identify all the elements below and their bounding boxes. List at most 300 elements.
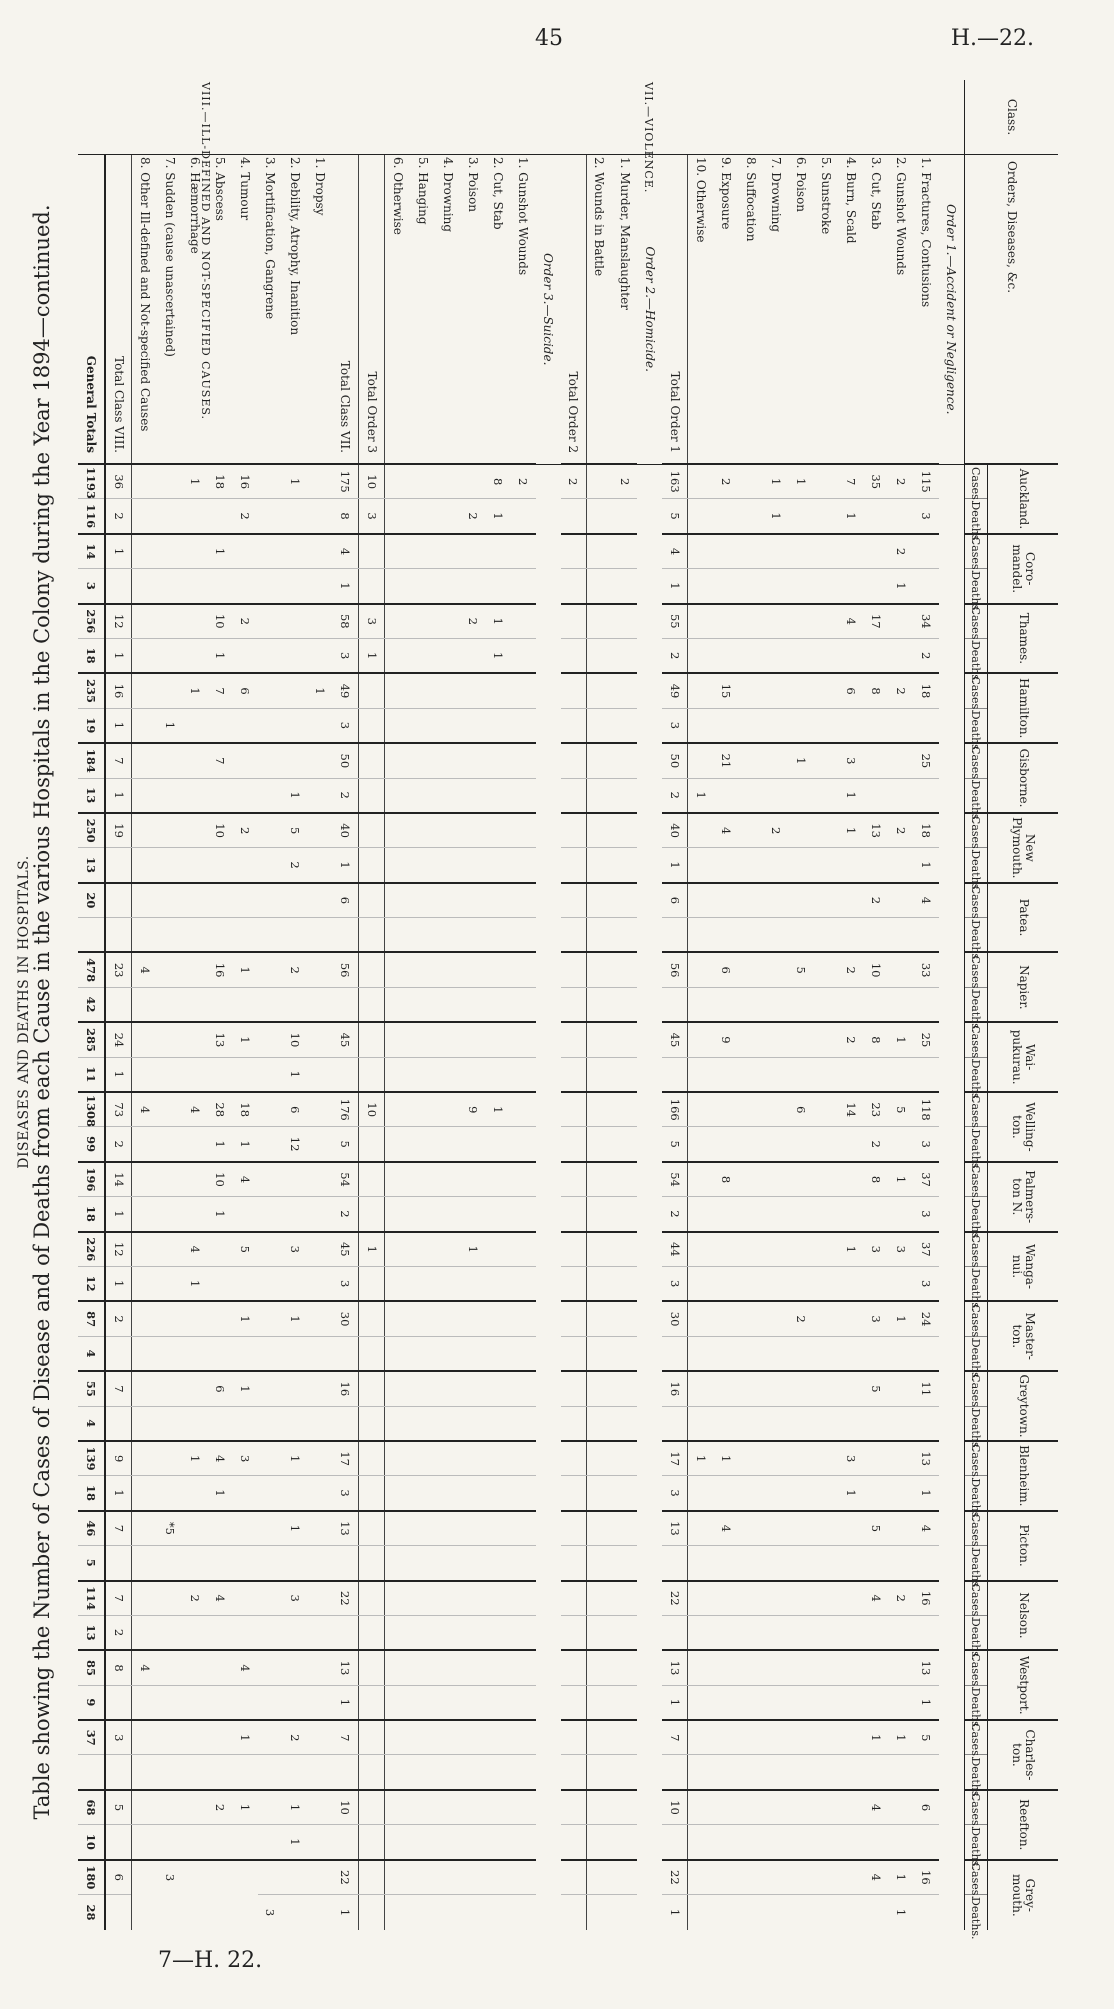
deaths-subheader: Deaths. (965, 1476, 988, 1511)
deaths-cell: 3 (358, 499, 384, 534)
cases-subheader: Cases. (965, 1860, 988, 1895)
deaths-cell (814, 1476, 839, 1511)
cases-cell (308, 952, 333, 987)
deaths-cell (308, 1825, 333, 1860)
cases-cell: 6 (839, 673, 864, 708)
cases-cell: 1 (889, 1022, 914, 1057)
cases-cell (410, 1511, 435, 1546)
deaths-cell (157, 499, 182, 534)
deaths-cell (358, 1755, 384, 1790)
cases-cell (612, 534, 637, 569)
cases-cell: 6 (208, 1371, 233, 1406)
deaths-cell: 13 (78, 778, 105, 813)
deaths-cell (789, 569, 814, 604)
cases-cell: 16 (208, 952, 233, 987)
cases-cell: 6 (789, 1092, 814, 1127)
deaths-cell (511, 1406, 536, 1441)
deaths-cell (561, 638, 587, 673)
table-row (914, 80, 939, 1930)
deaths-cell (586, 1755, 612, 1790)
deaths-cell (435, 499, 460, 534)
cases-cell (283, 1162, 308, 1197)
deaths-cell (208, 1266, 233, 1301)
cases-cell (612, 1650, 637, 1685)
cases-cell: 18 (233, 1092, 258, 1127)
deaths-cell (283, 987, 308, 1022)
total-row (78, 80, 105, 1930)
deaths-cell: 1 (914, 1476, 939, 1511)
cases-cell (308, 1650, 333, 1685)
deaths-cell (308, 638, 333, 673)
cases-cell (612, 1581, 637, 1616)
deaths-cell (662, 1546, 688, 1581)
deaths-subheader: Deaths. (965, 1685, 988, 1720)
cases-cell: 2 (283, 952, 308, 987)
deaths-cell (839, 848, 864, 883)
deaths-cell (789, 1546, 814, 1581)
deaths-cell (258, 1057, 283, 1092)
cases-cell: 10 (358, 1092, 384, 1127)
deaths-cell (333, 1057, 359, 1092)
deaths-cell (739, 499, 764, 534)
deaths-cell (889, 1057, 914, 1092)
deaths-cell (864, 1336, 889, 1371)
cases-cell: 45 (333, 1022, 359, 1057)
cases-cell (435, 1650, 460, 1685)
cases-cell (358, 1301, 384, 1336)
cases-cell: 4 (183, 1092, 208, 1127)
cases-cell: 10 (358, 464, 384, 499)
cases-cell: 176 (333, 1092, 359, 1127)
deaths-cell (486, 1685, 511, 1720)
deaths-cell (308, 778, 333, 813)
deaths-cell (561, 708, 587, 743)
cases-cell (561, 952, 587, 987)
deaths-cell (914, 708, 939, 743)
cases-cell: 8 (486, 464, 511, 499)
deaths-cell (435, 918, 460, 953)
cases-cell (688, 1092, 714, 1127)
cases-cell (688, 1022, 714, 1057)
deaths-cell (914, 1336, 939, 1371)
cases-cell: 9 (105, 1441, 132, 1476)
deaths-cell (839, 1266, 864, 1301)
cases-cell: 17 (333, 1441, 359, 1476)
deaths-cell (157, 1266, 182, 1301)
cases-cell: 1 (486, 604, 511, 639)
deaths-cell: 9 (78, 1685, 105, 1720)
deaths-cell (764, 1546, 789, 1581)
cases-cell (586, 1371, 612, 1406)
cases-cell (183, 1022, 208, 1057)
deaths-cell (586, 1685, 612, 1720)
cases-cell: 18 (914, 813, 939, 848)
cases-cell (586, 743, 612, 778)
cases-cell (157, 464, 182, 499)
deaths-cell (561, 569, 587, 604)
cases-cell: 1 (283, 1790, 308, 1825)
deaths-cell (258, 1266, 283, 1301)
cases-cell: 13 (662, 1650, 688, 1685)
deaths-cell (461, 1755, 486, 1790)
row-label: 5. Abscess (208, 155, 233, 465)
cases-cell (385, 1441, 411, 1476)
cases-cell (839, 1720, 864, 1755)
cases-cell (385, 1720, 411, 1755)
deaths-cell (586, 1336, 612, 1371)
deaths-subheader: Deaths. (965, 987, 988, 1022)
cases-cell (358, 1650, 384, 1685)
cases-cell: 2 (889, 1581, 914, 1616)
cases-cell (739, 952, 764, 987)
spacer-cell (536, 464, 561, 1930)
cases-cell: 6 (283, 1092, 308, 1127)
deaths-cell (258, 918, 283, 953)
deaths-cell (789, 1127, 814, 1162)
deaths-cell (814, 499, 839, 534)
deaths-cell: 8 (333, 499, 359, 534)
cases-cell (461, 813, 486, 848)
deaths-cell (586, 1057, 612, 1092)
cases-cell (308, 1581, 333, 1616)
cases-cell (789, 883, 814, 918)
cases-cell (308, 604, 333, 639)
cases-cell: 24 (105, 1022, 132, 1057)
deaths-cell (889, 1197, 914, 1232)
cases-cell: 8 (714, 1162, 739, 1197)
cases-cell (258, 813, 283, 848)
deaths-cell (714, 778, 739, 813)
deaths-cell (511, 1127, 536, 1162)
deaths-cell (789, 778, 814, 813)
cases-cell (410, 813, 435, 848)
deaths-cell (662, 1825, 688, 1860)
deaths-cell (258, 1336, 283, 1371)
cases-cell (461, 1022, 486, 1057)
row-label: 2. Gunshot Wounds (889, 155, 914, 465)
deaths-cell (688, 1057, 714, 1092)
cases-cell (183, 1371, 208, 1406)
deaths-cell (132, 1127, 158, 1162)
deaths-cell (688, 1336, 714, 1371)
cases-cell: 56 (662, 952, 688, 987)
deaths-cell (714, 987, 739, 1022)
cases-cell (764, 1790, 789, 1825)
deaths-cell: 28 (78, 1895, 105, 1930)
row-label: 1. Gunshot Wounds (511, 155, 536, 465)
deaths-cell (864, 1197, 889, 1232)
deaths-cell (461, 708, 486, 743)
deaths-cell (662, 1755, 688, 1790)
cases-cell (132, 1441, 158, 1476)
deaths-cell (739, 848, 764, 883)
deaths-cell (385, 1825, 411, 1860)
deaths-cell (486, 778, 511, 813)
deaths-cell (688, 1266, 714, 1301)
deaths-cell (561, 1685, 587, 1720)
cases-cell: 49 (662, 673, 688, 708)
deaths-cell: 4 (78, 1336, 105, 1371)
cases-cell: 36 (105, 464, 132, 499)
cases-cell: 23 (864, 1092, 889, 1127)
cases-cell (461, 1441, 486, 1476)
deaths-cell: 1 (662, 1685, 688, 1720)
deaths-cell (764, 1895, 789, 1930)
cases-cell: 7 (105, 743, 132, 778)
cases-cell: 10 (208, 813, 233, 848)
deaths-cell: 3 (333, 1476, 359, 1511)
deaths-cell (233, 1755, 258, 1790)
deaths-cell (586, 778, 612, 813)
deaths-cell (183, 499, 208, 534)
cases-cell (839, 1650, 864, 1685)
cases-cell (358, 1581, 384, 1616)
cases-cell (233, 1581, 258, 1616)
deaths-cell (839, 1406, 864, 1441)
deaths-cell (764, 1127, 789, 1162)
deaths-cell (157, 1057, 182, 1092)
cases-cell (157, 1720, 182, 1755)
deaths-cell (308, 1755, 333, 1790)
deaths-cell (157, 569, 182, 604)
cases-cell: 40 (333, 813, 359, 848)
cases-cell (688, 604, 714, 639)
deaths-cell (486, 987, 511, 1022)
cases-cell: 87 (78, 1301, 105, 1336)
cases-cell (511, 1441, 536, 1476)
cases-cell (132, 1581, 158, 1616)
cases-cell (486, 1790, 511, 1825)
deaths-cell (410, 987, 435, 1022)
cases-cell (258, 604, 283, 639)
cases-cell: 14 (105, 1162, 132, 1197)
deaths-cell (739, 1336, 764, 1371)
deaths-cell (283, 569, 308, 604)
cases-cell: 3 (233, 1441, 258, 1476)
cases-cell (839, 883, 864, 918)
cases-cell: 1 (889, 1720, 914, 1755)
cases-cell (308, 1232, 333, 1267)
cases-cell (132, 743, 158, 778)
cases-cell (561, 534, 587, 569)
cases-cell (586, 1860, 612, 1895)
deaths-cell (308, 848, 333, 883)
deaths-cell (889, 708, 914, 743)
deaths-cell (914, 1057, 939, 1092)
cases-cell (358, 534, 384, 569)
cases-cell: 175 (333, 464, 359, 499)
cases-cell (410, 1162, 435, 1197)
row-label: Total Order 3 (358, 155, 384, 465)
row-label: 3. Mortification, Gangrene (258, 155, 283, 465)
cases-cell: 22 (333, 1581, 359, 1616)
deaths-cell (586, 848, 612, 883)
deaths-subheader: Deaths. (965, 1266, 988, 1301)
deaths-cell (308, 1127, 333, 1162)
table-row (586, 80, 612, 1930)
cases-cell (283, 883, 308, 918)
deaths-cell (688, 1476, 714, 1511)
cases-cell: 2 (714, 464, 739, 499)
cases-cell (461, 673, 486, 708)
deaths-cell (739, 918, 764, 953)
cases-cell: 1 (308, 673, 333, 708)
cases-cell (410, 534, 435, 569)
cases-cell (183, 534, 208, 569)
cases-subheader: Cases. (965, 534, 988, 569)
cases-cell: 50 (662, 743, 688, 778)
cases-cell: 1 (233, 1022, 258, 1057)
deaths-cell (914, 918, 939, 953)
cases-cell (612, 1092, 637, 1127)
cases-cell (739, 1790, 764, 1825)
deaths-cell (739, 1685, 764, 1720)
deaths-cell (105, 848, 132, 883)
cases-cell (511, 604, 536, 639)
cases-cell (385, 604, 411, 639)
deaths-cell (714, 569, 739, 604)
deaths-cell: 1 (914, 1685, 939, 1720)
cases-subheader: Cases. (965, 883, 988, 918)
hospital-header: Palmers-ton N. (988, 1162, 1059, 1232)
cases-cell: 7 (105, 1581, 132, 1616)
deaths-cell (183, 569, 208, 604)
deaths-cell (208, 569, 233, 604)
orders-column-header: Orders, Diseases, &c. (965, 155, 1059, 465)
cases-cell (358, 1790, 384, 1825)
deaths-cell (839, 708, 864, 743)
cases-cell (714, 883, 739, 918)
cases-cell (511, 1860, 536, 1895)
deaths-cell (385, 638, 411, 673)
cases-cell (308, 1790, 333, 1825)
cases-cell (358, 743, 384, 778)
deaths-cell (839, 1895, 864, 1930)
cases-cell: 28 (208, 1092, 233, 1127)
cases-cell (789, 1650, 814, 1685)
deaths-cell (258, 778, 283, 813)
deaths-cell (233, 1825, 258, 1860)
hospital-header: Hamilton. (988, 673, 1059, 743)
deaths-cell: 1 (333, 1895, 359, 1930)
deaths-cell (105, 918, 132, 953)
deaths-cell (410, 1057, 435, 1092)
cases-cell (714, 534, 739, 569)
deaths-cell (764, 1755, 789, 1790)
deaths-cell: 5 (662, 1127, 688, 1162)
deaths-cell (714, 499, 739, 534)
cases-cell (561, 1720, 587, 1755)
cases-cell: 7 (105, 1511, 132, 1546)
cases-cell (586, 534, 612, 569)
deaths-cell (358, 1336, 384, 1371)
cases-cell (889, 743, 914, 778)
cases-cell (461, 1301, 486, 1336)
cases-cell (764, 673, 789, 708)
cases-subheader: Cases. (965, 1232, 988, 1267)
cases-cell (511, 813, 536, 848)
cases-cell (258, 1162, 283, 1197)
cases-cell (157, 1232, 182, 1267)
table-row (461, 80, 486, 1930)
deaths-cell (839, 569, 864, 604)
cases-cell: 478 (78, 952, 105, 987)
cases-cell (739, 1581, 764, 1616)
cases-cell: 7 (662, 1720, 688, 1755)
deaths-cell (461, 1127, 486, 1162)
cases-cell (233, 883, 258, 918)
cases-cell (283, 743, 308, 778)
cases-cell (385, 813, 411, 848)
cases-cell (764, 1860, 789, 1895)
deaths-cell (789, 918, 814, 953)
deaths-cell (385, 1615, 411, 1650)
cases-cell (258, 1092, 283, 1127)
deaths-cell (183, 1336, 208, 1371)
cases-cell (586, 1511, 612, 1546)
cases-cell (183, 952, 208, 987)
cases-cell (132, 1232, 158, 1267)
deaths-cell: 1 (333, 1685, 359, 1720)
deaths-cell (789, 1336, 814, 1371)
deaths-cell (258, 638, 283, 673)
cases-subheader: Cases. (965, 1650, 988, 1685)
deaths-cell (789, 1266, 814, 1301)
cases-cell: 1 (889, 1162, 914, 1197)
cases-cell (486, 1162, 511, 1197)
deaths-cell (208, 1546, 233, 1581)
cases-cell: 4 (132, 1650, 158, 1685)
cases-cell: 25 (914, 1022, 939, 1057)
cases-cell (839, 1790, 864, 1825)
deaths-cell (586, 1127, 612, 1162)
cases-subheader: Cases. (965, 813, 988, 848)
table-row (385, 80, 411, 1930)
deaths-cell (233, 1476, 258, 1511)
cases-cell: 8 (864, 1162, 889, 1197)
deaths-cell (612, 1476, 637, 1511)
cases-cell (183, 1720, 208, 1755)
cases-cell (561, 1790, 587, 1825)
deaths-subheader: Deaths. (965, 1127, 988, 1162)
cases-cell (132, 1790, 158, 1825)
deaths-cell (258, 1127, 283, 1162)
cases-cell (814, 813, 839, 848)
cases-subheader: Cases. (965, 1581, 988, 1616)
row-label: 8. Other Ill-defined and Not-specified Causes (132, 155, 158, 465)
cases-cell (308, 743, 333, 778)
cases-cell (612, 1511, 637, 1546)
cases-cell (410, 1581, 435, 1616)
cases-cell (688, 813, 714, 848)
deaths-cell (461, 638, 486, 673)
cases-cell (385, 1860, 411, 1895)
class-label-ill-defined: VIII.—ILL-DEFINED AND NOT-SPECIFIED CAUSES. (78, 80, 333, 155)
cases-cell (789, 1581, 814, 1616)
cases-cell: 2 (233, 813, 258, 848)
deaths-cell (789, 1057, 814, 1092)
table-row (688, 80, 714, 1930)
hospital-header: Nelson. (988, 1581, 1059, 1651)
deaths-cell (410, 1127, 435, 1162)
deaths-cell (183, 848, 208, 883)
deaths-cell (612, 1266, 637, 1301)
deaths-cell (132, 1546, 158, 1581)
cases-subheader: Cases. (965, 1301, 988, 1336)
deaths-cell (233, 1266, 258, 1301)
cases-cell (839, 1860, 864, 1895)
deaths-cell (511, 778, 536, 813)
